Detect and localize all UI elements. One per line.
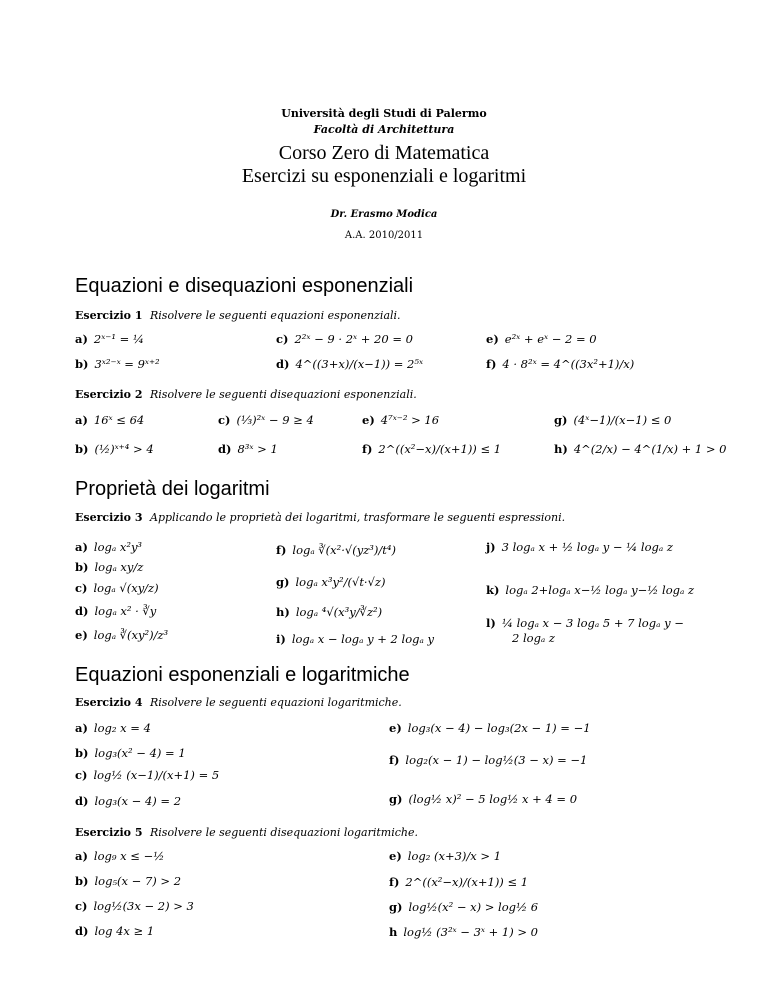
- academic-year: A.A. 2010/2011: [344, 230, 424, 241]
- ex1-item-a: a) 2ˣ⁻¹ = ¼: [75, 332, 145, 346]
- exercise-3-heading: Esercizio 3 Applicando le proprietà dei logaritmi, trasformare le seguenti espressioni.: [75, 511, 566, 524]
- ex2-item-b: b) (½)ˣ⁺⁴ > 4: [75, 442, 154, 456]
- ex2-item-g: g) (4ˣ−1)/(x−1) ≤ 0: [554, 413, 672, 427]
- ex1-item-d: d) 4^((3+x)/(x−1)) = 2⁵ˣ: [276, 357, 424, 371]
- ex2-item-h: h) 4^(2/x) − 4^(1/x) + 1 > 0: [554, 442, 727, 456]
- ex5-item-h: h log½ (3²ˣ − 3ˣ + 1) > 0: [389, 925, 538, 939]
- ex3-item-h: h) logₐ ⁴√(x³y/∛z²): [276, 605, 383, 619]
- ex4-item-e: e) log₃(x − 4) − log₃(2x − 1) = −1: [389, 721, 591, 735]
- ex3-item-b: b) logₐ xy/z: [75, 560, 144, 574]
- ex4-item-b: b) log₃(x² − 4) = 1: [75, 746, 186, 760]
- faculty-name: Facoltà di Architettura: [313, 123, 455, 136]
- ex1-item-b: b) 3ˣ²⁻ˣ = 9ˣ⁺²: [75, 357, 160, 371]
- exercise-label: Esercizio 1: [75, 309, 143, 322]
- ex5-item-e: e) log₂ (x+3)/x > 1: [389, 849, 502, 863]
- exercise-2-heading: Esercizio 2 Risolvere le seguenti disequazioni esponenziali.: [75, 388, 417, 401]
- ex3-item-e: e) logₐ ∛(xy²)/z³: [75, 628, 169, 642]
- ex2-item-e: e) 4⁷ˣ⁻² > 16: [362, 413, 440, 427]
- ex3-item-c: c) logₐ √(xy/z): [75, 581, 159, 595]
- course-title: Corso Zero di Matematica: [278, 142, 490, 164]
- ex2-item-d: d) 8³ˣ > 1: [218, 442, 278, 456]
- ex1-item-f: f) 4 · 8²ˣ = 4^((3x²+1)/x): [486, 357, 635, 371]
- ex3-item-g: g) logₐ x³y²/(√t·√z): [276, 575, 386, 589]
- ex3-item-f: f) logₐ ∛(x²·√(yz³)/t⁴): [276, 543, 396, 557]
- exercise-1-heading: [75, 309, 401, 322]
- exercise-4-heading: Esercizio 4 Risolvere le seguenti equazioni logaritmiche.: [75, 696, 402, 709]
- section-title-exp-log-equations: Equazioni esponenziali e logaritmiche: [75, 664, 410, 686]
- ex2-item-c: c) (⅓)²ˣ − 9 ≥ 4: [218, 413, 314, 427]
- ex5-item-c: c) log½(3x − 2) > 3: [75, 899, 194, 913]
- ex4-item-g: g) (log½ x)² − 5 log½ x + 4 = 0: [389, 792, 578, 806]
- ex1-item-c: c) 2²ˣ − 9 · 2ˣ + 20 = 0: [276, 332, 413, 346]
- ex4-item-c: c) log½ (x−1)/(x+1) = 5: [75, 768, 220, 782]
- ex5-item-b: b) log₅(x − 7) > 2: [75, 874, 182, 888]
- ex3-item-l: l) ¼ logₐ x − 3 logₐ 5 + 7 logₐ y −: [486, 616, 684, 630]
- ex5-item-a: a) log₉ x ≤ −½: [75, 849, 165, 863]
- ex2-item-a: a) 16ˣ ≤ 64: [75, 413, 145, 427]
- exercise-instruction: Risolvere le seguenti equazioni esponenziali.: [150, 309, 401, 322]
- ex3-item-d: d) logₐ x² · ∛y: [75, 604, 157, 618]
- course-subtitle: Esercizi su esponenziali e logaritmi: [241, 165, 527, 187]
- exercise-5-heading: Esercizio 5 Risolvere le seguenti disequazioni logaritmiche.: [75, 826, 418, 839]
- ex5-item-f: f) 2^((x²−x)/(x+1)) ≤ 1: [389, 875, 529, 889]
- ex3-item-l-continued: 2 logₐ z: [512, 631, 555, 645]
- ex5-item-d: d) log 4x ≥ 1: [75, 924, 155, 938]
- ex3-item-a: a) logₐ x²y³: [75, 540, 143, 554]
- ex3-item-j: j) 3 logₐ x + ½ logₐ y − ¼ logₐ z: [486, 540, 673, 554]
- ex4-item-f: f) log₂(x − 1) − log½(3 − x) = −1: [389, 753, 588, 767]
- ex3-item-i: i) logₐ x − logₐ y + 2 logₐ y: [276, 632, 434, 646]
- ex4-item-a: a) log₂ x = 4: [75, 721, 151, 735]
- ex5-item-g: g) log½(x² − x) > log½ 6: [389, 900, 539, 914]
- ex3-item-k: k) logₐ 2+logₐ x−½ logₐ y−½ logₐ z: [486, 583, 695, 597]
- author: Dr. Erasmo Modica: [330, 209, 438, 220]
- ex4-item-d: d) log₃(x − 4) = 2: [75, 794, 182, 808]
- university-name: Università degli Studi di Palermo: [281, 107, 487, 120]
- section-title-exponential: Equazioni e disequazioni esponenziali: [75, 275, 414, 297]
- ex2-item-f: f) 2^((x²−x)/(x+1)) ≤ 1: [362, 442, 502, 456]
- section-title-log-properties: Proprietà dei logaritmi: [75, 478, 270, 500]
- ex1-item-e: e) e²ˣ + eˣ − 2 = 0: [486, 332, 597, 346]
